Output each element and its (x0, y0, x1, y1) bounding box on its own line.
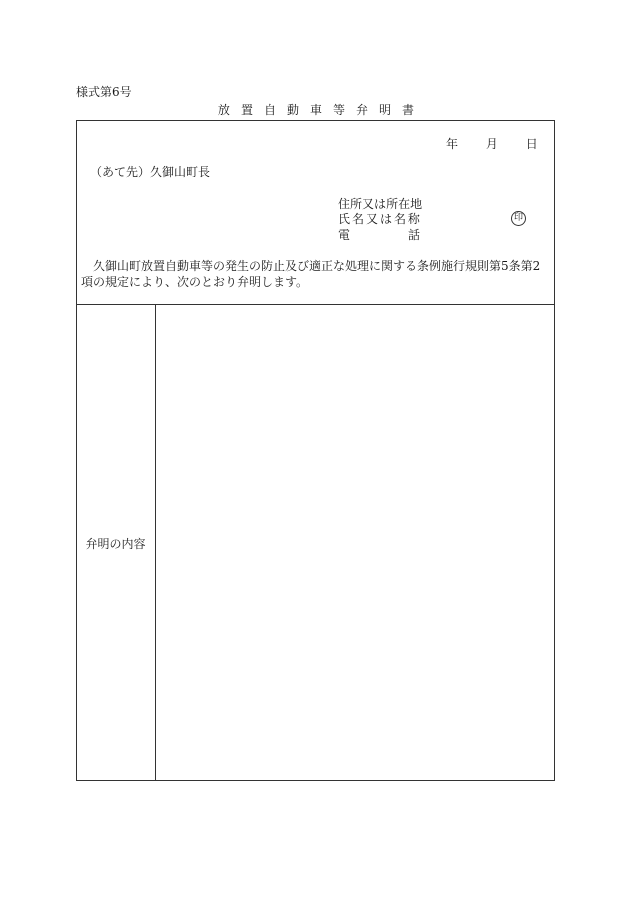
label-char: は (379, 212, 392, 226)
title-char: 等 (333, 103, 346, 117)
label-char: 称 (407, 212, 420, 226)
document-title (76, 104, 556, 116)
content-label: 弁明の内容 (85, 537, 146, 551)
title-char: 明 (379, 103, 392, 117)
title-char: 自 (263, 103, 276, 117)
label-char: 所 (350, 197, 363, 211)
label-char: 名 (393, 212, 406, 226)
date-day-label: 日 (525, 137, 538, 151)
label-char: 所 (386, 197, 399, 211)
label-char: 話 (407, 228, 420, 242)
applicant-address-label (338, 197, 423, 211)
label-char: 在 (398, 197, 411, 211)
title-char: 置 (240, 103, 253, 117)
date-line (446, 138, 538, 150)
label-char: 住 (338, 197, 351, 211)
addressee: （あて先）久御山町長 (90, 165, 211, 179)
date-year-label: 年 (446, 137, 459, 151)
label-char: 又 (365, 212, 378, 226)
form-frame (76, 120, 555, 781)
seal-icon: 印 (511, 211, 526, 226)
title-char: 車 (309, 103, 322, 117)
label-char: 又 (362, 197, 375, 211)
label-char: 地 (410, 197, 423, 211)
title-char: 動 (286, 103, 299, 117)
applicant-name-label (338, 213, 420, 225)
label-char: 氏 (338, 212, 351, 226)
title-char: 放 (217, 103, 230, 117)
label-char: 名 (351, 212, 364, 226)
title-char: 書 (402, 103, 415, 117)
title-char: 弁 (356, 103, 369, 117)
statement-text: 久御山町放置自動車等の発生の防止及び適正な処理に関する条例施行規則第5条第2項の規定により、次のとおり弁明します。 (81, 259, 541, 289)
label-column-divider (155, 304, 156, 781)
label-char: 電 (338, 228, 351, 242)
section-divider (76, 304, 555, 305)
applicant-phone-label (338, 229, 420, 241)
form-number: 様式第6号 (76, 85, 132, 99)
label-char: は (374, 197, 387, 211)
date-month-label: 月 (485, 137, 498, 151)
